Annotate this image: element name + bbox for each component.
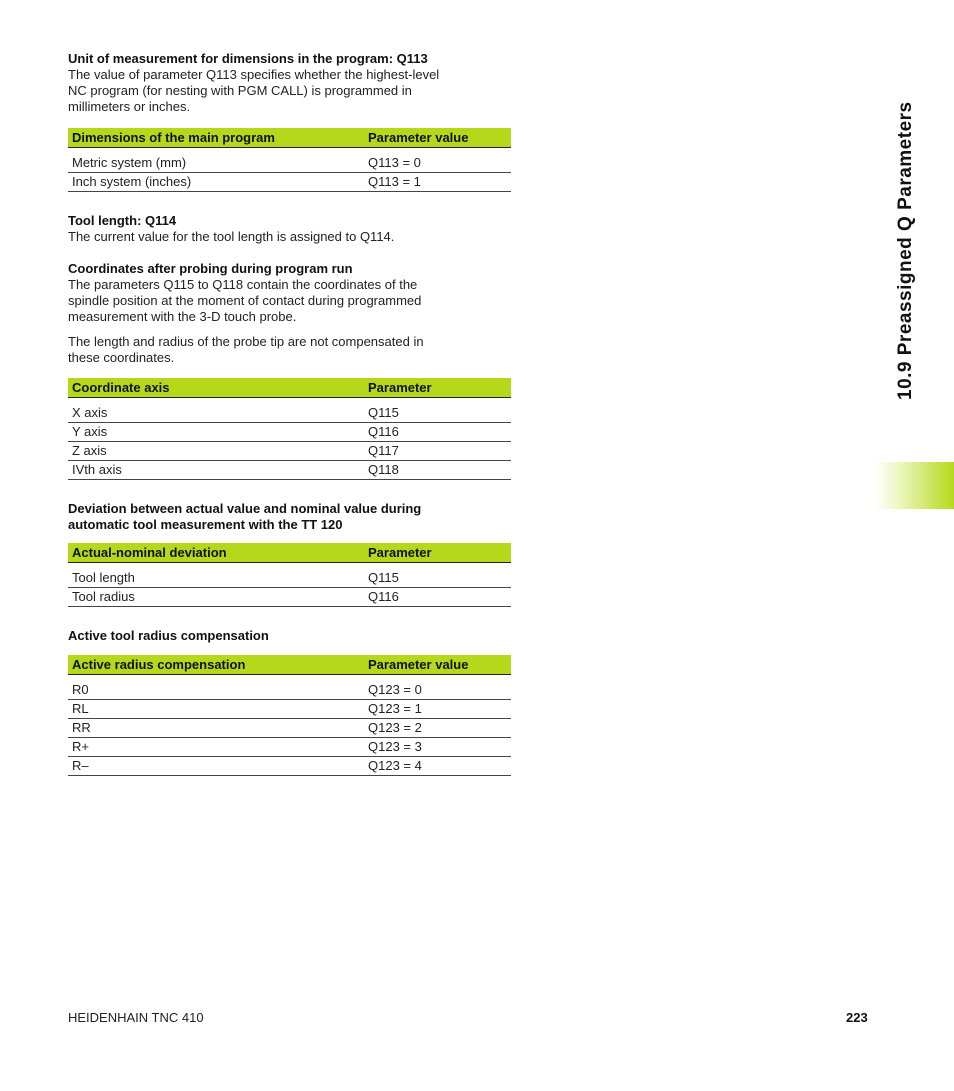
section-heading: Tool length: Q114 [68, 213, 177, 228]
table-row [68, 398, 511, 423]
section-q113 [68, 51, 511, 192]
paragraph-line: measurement with the 3-D touch probe. [68, 309, 297, 324]
section-heading: Coordinates after probing during program run [68, 261, 353, 276]
heading-line: Deviation between actual value and nominal value during [68, 501, 422, 516]
table-cell: Q118 [368, 462, 399, 477]
q113-table [68, 128, 511, 192]
table-header-cell: Actual-nominal deviation [68, 543, 368, 563]
table-cell: X axis [72, 405, 108, 420]
section-heading: Unit of measurement for dimensions in the program: Q113 [68, 51, 428, 66]
page-number: 223 [846, 1010, 868, 1025]
probing-table [68, 378, 511, 480]
table-cell: R– [72, 758, 89, 773]
section-q114 [68, 213, 511, 245]
table-cell: Q117 [368, 443, 399, 458]
table-cell: Z axis [72, 443, 107, 458]
paragraph-line: millimeters or inches. [68, 99, 191, 114]
table-header-cell: Dimensions of the main program [68, 128, 368, 148]
table-header-cell: Parameter [368, 378, 511, 398]
table-cell: R0 [72, 682, 89, 697]
table-cell: Inch system (inches) [72, 174, 192, 189]
table-header-cell: Active radius compensation [68, 655, 368, 675]
table-cell: Q123 = 1 [368, 701, 422, 716]
table-header-cell: Parameter [368, 543, 511, 563]
table-header-row [68, 378, 511, 398]
table-cell: Y axis [72, 424, 108, 439]
table-row [68, 563, 511, 588]
section-deviation [68, 501, 511, 607]
table-cell: Q123 = 4 [368, 758, 422, 773]
paragraph-line: The current value for the tool length is assigned to Q114. [68, 229, 395, 244]
table-row [68, 757, 511, 776]
section-heading: Active tool radius compensation [68, 628, 269, 643]
table-row [68, 173, 511, 192]
paragraph-line: The parameters Q115 to Q118 contain the coordinates of the [68, 277, 418, 292]
table-cell: IVth axis [72, 462, 122, 477]
table-row [68, 700, 511, 719]
section-paragraph [68, 229, 511, 245]
paragraph-line: NC program (for nesting with PGM CALL) is programmed in [68, 83, 412, 98]
radius-table [68, 655, 511, 776]
table-header-cell: Parameter value [368, 128, 511, 148]
section-paragraph [68, 277, 511, 325]
table-row [68, 423, 511, 442]
table-cell: Q123 = 2 [368, 720, 422, 735]
section-paragraph [68, 334, 511, 366]
paragraph-line: The value of parameter Q113 specifies whether the highest-level [68, 67, 440, 82]
table-row [68, 719, 511, 738]
table-cell: Q116 [368, 424, 399, 439]
section-paragraph [68, 67, 511, 115]
table-cell: Q113 = 1 [368, 174, 421, 189]
table-cell: RR [72, 720, 91, 735]
paragraph-line: these coordinates. [68, 350, 175, 365]
paragraph-line: The length and radius of the probe tip are not compensated in [68, 334, 424, 349]
table-cell: Q115 [368, 405, 399, 420]
table-cell: Tool radius [72, 589, 135, 604]
section-radius-compensation [68, 628, 511, 776]
table-cell: Q115 [368, 570, 399, 585]
table-row [68, 675, 511, 700]
deviation-table [68, 543, 511, 607]
chapter-title: 10.9 Preassigned Q Parameters [895, 101, 916, 400]
footer-product-name: HEIDENHAIN TNC 410 [68, 1010, 204, 1025]
chapter-tab-marker [874, 462, 954, 509]
table-row [68, 461, 511, 480]
section-heading [68, 501, 511, 533]
section-probing [68, 261, 511, 480]
table-header-row [68, 128, 511, 148]
table-header-cell: Parameter value [368, 655, 511, 675]
table-row [68, 738, 511, 757]
table-cell: R+ [72, 739, 89, 754]
table-cell: Q116 [368, 589, 399, 604]
table-header-row [68, 543, 511, 563]
table-cell: Metric system (mm) [72, 155, 187, 170]
table-row [68, 442, 511, 461]
table-cell: RL [72, 701, 89, 716]
table-header-row [68, 655, 511, 675]
table-header-cell: Coordinate axis [68, 378, 368, 398]
table-cell: Q113 = 0 [368, 155, 421, 170]
table-row [68, 588, 511, 607]
table-cell: Q123 = 3 [368, 739, 422, 754]
page-content [68, 51, 511, 776]
paragraph-line: spindle position at the moment of contact during programmed [68, 293, 422, 308]
table-row [68, 148, 511, 173]
heading-line: automatic tool measurement with the TT 120 [68, 517, 343, 532]
table-cell: Q123 = 0 [368, 682, 422, 697]
table-cell: Tool length [72, 570, 135, 585]
